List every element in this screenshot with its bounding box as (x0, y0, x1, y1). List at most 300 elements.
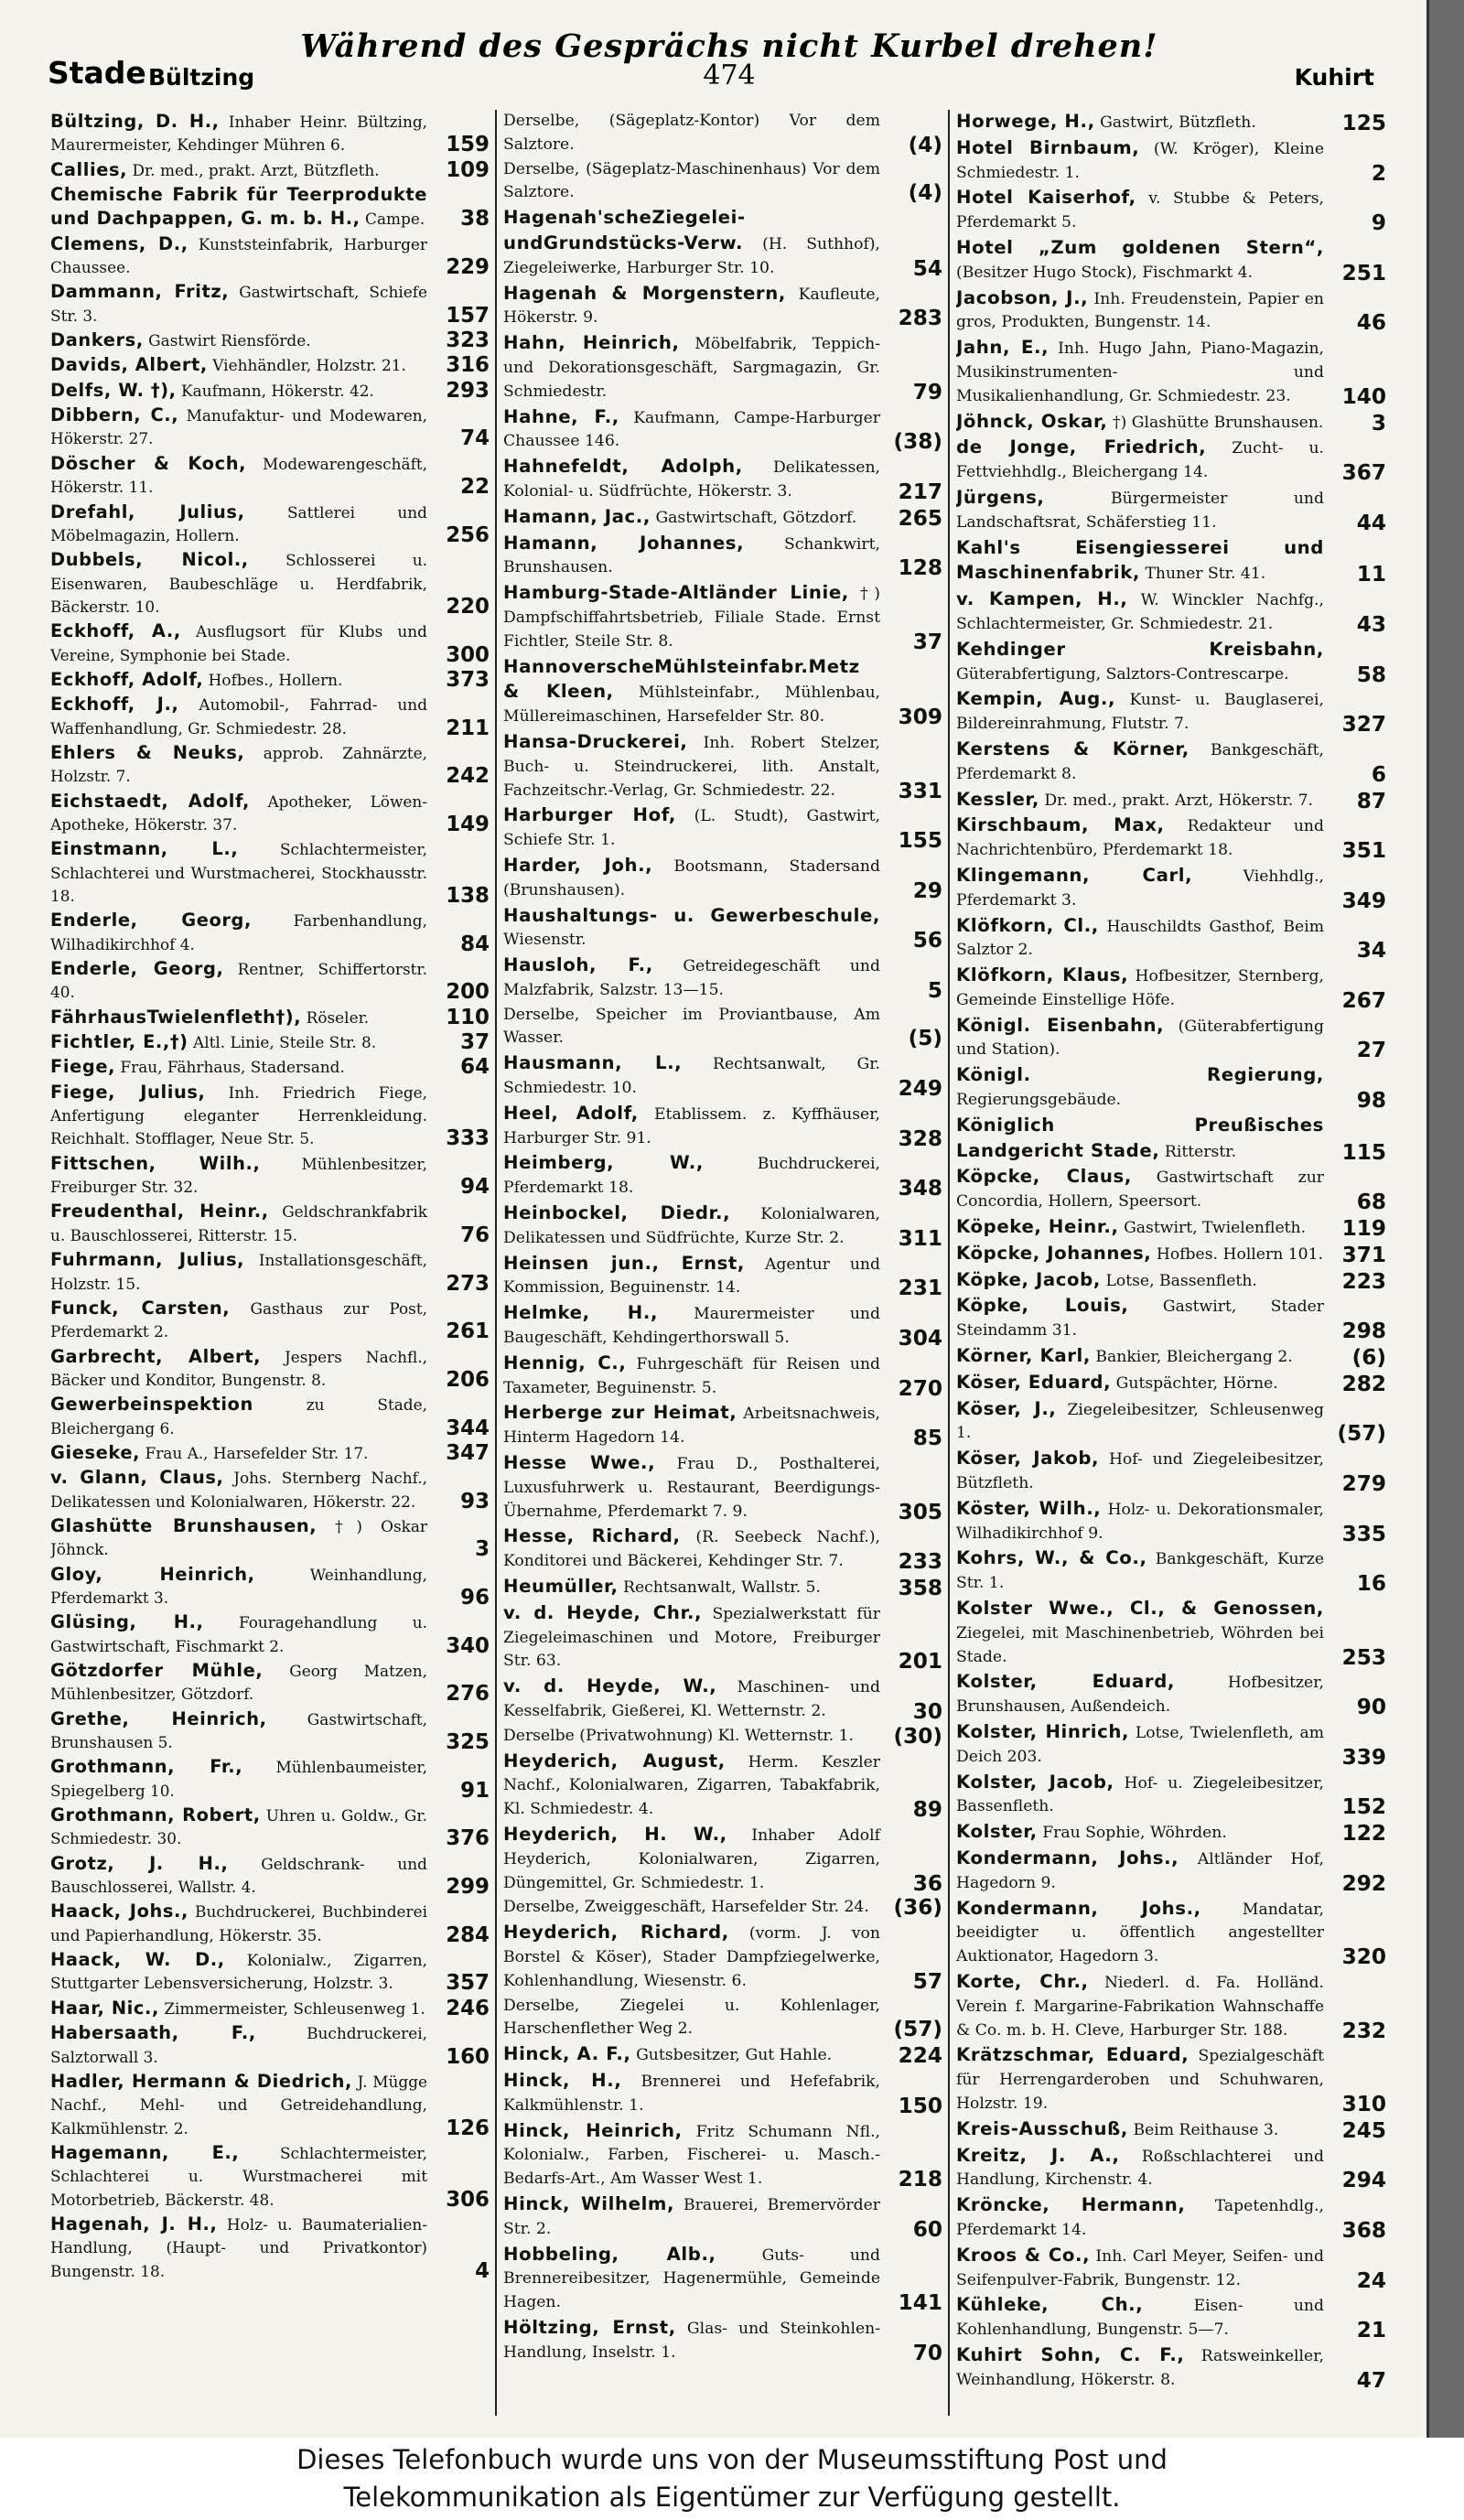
directory-entry (956, 286, 1386, 336)
phone-number: (57) (1337, 1421, 1386, 1447)
directory-entry (50, 1755, 490, 1803)
entry-name: Kolster Wwe., Cl., & Genossen, (956, 1598, 1324, 1620)
entry-details: Manufaktur- und Modewaren, Hökerstr. 27. (50, 406, 427, 448)
phone-number: 24 (1356, 2267, 1386, 2293)
entry-details: Kolonialwaren, Delikatessen und Südfrüchte, Kurze Str. 2. (503, 1205, 880, 1247)
phone-number: 261 (446, 1319, 490, 1344)
entry-name: Gieseke, (50, 1441, 141, 1463)
entry-details: Mandatar, beeidigter u. öffentlich angestellter Auktionator, Hagedorn 3. (956, 1900, 1324, 1966)
entry-details: Farbenhandlung, Wilhadikirchhof 4. (50, 911, 427, 953)
phone-number: 93 (460, 1489, 490, 1513)
entry-details: Gastwirt, Twielenfleth. (1124, 1219, 1307, 1238)
directory-entry (50, 790, 490, 837)
entry-name: Köpke, Jacob, (956, 1268, 1101, 1290)
entry-details: Apotheker, Löwen-Apotheke, Hökerstr. 37. (50, 792, 428, 834)
phone-number: 310 (1341, 2091, 1386, 2116)
phone-number: 140 (1341, 383, 1386, 409)
entry-details: Gastwirtschaft, Brunshausen 5. (50, 1709, 427, 1752)
entry-details: Kunststeinfabrik, Harburger Chaussee. (50, 234, 427, 277)
entry-name: Döscher & Koch, (50, 452, 247, 474)
entry-details: Güterabfertigung, Salztors-Contrescarpe. (956, 664, 1289, 684)
phone-number: 340 (446, 1633, 490, 1658)
phone-number: 311 (898, 1225, 942, 1251)
directory-entry (956, 1268, 1386, 1294)
entry-details: Rentner, Schiffertorstr. 40. (50, 960, 428, 1002)
entry-name: de Jonge, Friedrich, (956, 436, 1207, 458)
entry-details: Kaufmann, Hökerstr. 42. (181, 381, 374, 400)
directory-entry (503, 158, 942, 206)
directory-entry (50, 452, 490, 500)
entry-name: Fiege, Julius, (50, 1081, 206, 1103)
entry-name: Hansa-Druckerei, (503, 730, 688, 752)
directory-entry (50, 328, 490, 352)
entry-name: Kolster, Eduard, (956, 1671, 1175, 1693)
entry-details: (W. Kröger), Kleine Schmiedestr. 1. (956, 139, 1324, 182)
directory-entry (503, 581, 942, 653)
entry-name: Klöfkorn, Cl., (956, 914, 1099, 936)
directory-entry (50, 1248, 490, 1296)
entry-details: Automobil-, Fahrrad- und Waffenhandlung, Gr. Schmiedestr. 28. (50, 695, 428, 738)
phone-number: 115 (1341, 1139, 1386, 1165)
directory-entry (50, 280, 490, 328)
phone-number: 282 (1341, 1371, 1386, 1396)
entry-name: v. d. Heyde, W., (503, 1675, 717, 1697)
phone-number: 253 (1341, 1644, 1386, 1670)
phone-number: 94 (460, 1175, 490, 1200)
entry-details: Hofbes. Hollern 101. (1156, 1244, 1323, 1264)
footer-note (0, 2438, 1464, 2520)
directory-entry (50, 1441, 490, 1465)
directory-entry (503, 1201, 942, 1251)
directory-entry (503, 1750, 942, 1822)
phone-number: 54 (912, 255, 942, 281)
phone-number: 299 (446, 1875, 490, 1900)
entry-name: Korte, Chr., (956, 1970, 1089, 1992)
entry-details: Rechtsanwalt, Gr. Schmiedestr. 10. (503, 1055, 880, 1098)
entry-details: Getreidegeschäft und Malzfabrik, Salzstr. 13—15. (503, 957, 880, 999)
entry-details: v. Stubbe & Peters, Pferdemarkt 5. (956, 189, 1325, 232)
entry-details: Lotse, Twielenfleth, am Deich 203. (956, 1724, 1324, 1766)
entry-details: Schlachtermeister, Schlachterei und Wurstmacherei, Stockhausstr. 18. (50, 840, 428, 905)
directory-entry (956, 2117, 1386, 2143)
directory-entry (503, 1352, 942, 1401)
entry-name: Ehlers & Neuks, (50, 741, 245, 763)
directory-entry (503, 1921, 942, 1993)
directory-entry (50, 2021, 490, 2069)
directory-entry (503, 282, 942, 331)
entry-details: Viehhändler, Holzstr. 21. (212, 356, 406, 375)
directory-entry (503, 1524, 942, 1574)
directory-entry (956, 1847, 1386, 1896)
directory-entry (956, 336, 1386, 408)
phone-number: 60 (912, 2216, 942, 2242)
entry-name: Jürgens, (956, 486, 1045, 508)
entry-details: Ritterstr. (1164, 1142, 1237, 1161)
entry-details: Hofbes., Hollern. (208, 670, 343, 689)
phone-number: 233 (898, 1549, 942, 1575)
phone-number: 292 (1341, 1870, 1386, 1896)
phone-number: 351 (1341, 838, 1386, 864)
phone-number: 367 (1341, 460, 1386, 486)
directory-entry (503, 331, 942, 404)
phone-number: 70 (912, 2340, 942, 2365)
directory-entry (503, 532, 942, 581)
directory-entry (956, 536, 1386, 587)
phone-number: 128 (898, 555, 942, 581)
entry-name: Kühleke, Ch., (956, 2294, 1144, 2316)
entry-name: Fiege, (50, 1056, 116, 1078)
directory-entry (50, 353, 490, 377)
phone-number: 283 (898, 306, 942, 331)
phone-number: 279 (1341, 1471, 1386, 1497)
entry-details: Derselbe, (Sägeplatz-Maschinenhaus) Vor dem Salztore. (503, 159, 880, 202)
entry-name: Hotel Birnbaum, (956, 136, 1140, 158)
entry-details: Ziegeleibesitzer, Schleusenweg 1. (956, 1400, 1325, 1443)
phone-number: 89 (912, 1797, 942, 1823)
directory-entry (956, 1371, 1386, 1396)
entry-name: v. Glann, Claus, (50, 1467, 224, 1489)
directory-entry (956, 1771, 1386, 1820)
directory-entry (50, 1707, 490, 1755)
entry-details: Hofbesitzer, Brunshausen, Außendeich. (956, 1674, 1324, 1717)
entry-details: Hofbesitzer, Sternberg, Gemeinde Einstellige Höfe. (956, 967, 1324, 1009)
entry-details: Hof- und Ziegeleibesitzer, Bützfleth. (956, 1450, 1324, 1493)
phone-number: (36) (893, 1895, 942, 1921)
phone-number: 160 (446, 2044, 490, 2069)
entry-details: Eisen- und Kohlenhandlung, Bungenstr. 5—7. (956, 2297, 1324, 2340)
phone-number: 22 (460, 475, 490, 500)
phone-number: 90 (1356, 1695, 1386, 1720)
phone-number: 220 (446, 594, 490, 619)
phone-number: 327 (1341, 712, 1386, 738)
phone-number: 84 (460, 932, 490, 956)
entry-details: Mühlsteinfabr., Mühlenbau, Müllereimaschinen, Harsefelder Str. 80. (503, 684, 880, 727)
entry-details: †) Glashütte Brunshausen. (1112, 413, 1324, 432)
phone-number: 76 (460, 1222, 490, 1247)
entry-details: Möbelfabrik, Teppich- und Dekorationsgeschäft, Sargmagazin, Gr. Schmiedestr. (503, 335, 881, 401)
phone-number: 325 (446, 1730, 490, 1755)
entry-name: Callies, (50, 158, 128, 180)
phone-number: 91 (460, 1778, 490, 1803)
directory-entry (956, 1597, 1386, 1669)
entry-name: Fittschen, Wilh., (50, 1152, 261, 1174)
entry-name: Hobbeling, Alb., (503, 2243, 716, 2265)
directory-entry (50, 110, 490, 157)
entry-name: Enderle, Georg, (50, 958, 224, 980)
entry-details: Thuner Str. 41. (1145, 565, 1266, 584)
entry-details: Inh. Friedrich Fiege, Anfertigung eleganter Herrenkleidung. Reichhalt. Stofflager, Neue Str. 5. (50, 1082, 427, 1148)
entry-name: Köpeke, Heinr., (956, 1216, 1119, 1238)
entry-details: Geldschrankfabrik u. Bauschlosserei, Ritterstr. 15. (50, 1202, 427, 1244)
directory-entry (503, 206, 942, 280)
entry-name: Jacobson, J., (956, 286, 1089, 308)
phone-number: 126 (446, 2116, 490, 2140)
directory-entry (50, 548, 490, 619)
entry-details: Derselbe, Ziegelei u. Kohlenlager, Harschenflether Weg 2. (503, 1996, 880, 2039)
entry-name: Köpke, Louis, (956, 1295, 1129, 1317)
directory-entry (956, 1897, 1386, 1969)
directory-entry (503, 1401, 942, 1450)
directory-entry (50, 2213, 490, 2283)
directory-entry (50, 2141, 490, 2212)
phone-number: 376 (446, 1826, 490, 1851)
phone-number: 37 (912, 629, 942, 654)
entry-details: Ziegelei, mit Maschinenbetrieb, Wöhrden bei Stade. (956, 1623, 1324, 1666)
directory-entry (503, 803, 942, 853)
entry-name: Hadler, Hermann & Diedrich, (50, 2070, 352, 2092)
entry-details: Frau Sophie, Wöhrden. (1042, 1824, 1227, 1843)
phone-number: 368 (1341, 2217, 1386, 2243)
entry-details: Hauschildts Gasthof, Beim Salztor 2. (956, 917, 1324, 960)
entry-name: Hahn, Heinrich, (503, 332, 680, 354)
header-city: Stade (48, 55, 146, 91)
entry-name: Hinck, H., (503, 2069, 622, 2091)
entry-details: Altl. Linie, Steile Str. 8. (193, 1033, 377, 1052)
entry-details: Maurermeister und Baugeschäft, Kehdingerthorswall 5. (503, 1305, 880, 1348)
entry-details: (Güterabfertigung und Station). (956, 1017, 1324, 1060)
phone-number: 109 (446, 157, 490, 182)
entry-name: Königl. Regierung, (956, 1064, 1324, 1086)
phone-number: 152 (1341, 1794, 1386, 1820)
phone-number: 87 (1356, 788, 1386, 813)
directory-entry (50, 1030, 490, 1054)
entry-name: Heyderich, H. W., (503, 1823, 727, 1845)
phone-number: 331 (898, 778, 942, 803)
directory-entry (503, 1051, 942, 1101)
phone-number: 47 (1356, 2367, 1386, 2393)
phone-number: (4) (908, 132, 942, 157)
phone-number: 58 (1356, 662, 1386, 687)
phone-number: 206 (446, 1367, 490, 1392)
page-number: 474 (703, 59, 756, 92)
footer-line: Dieses Telefonbuch wurde uns von der Museumsstiftung Post und (296, 2444, 1168, 2475)
directory-entry (50, 404, 490, 451)
phone-number: 273 (446, 1271, 490, 1296)
entry-name: Kreis-Ausschuß, (956, 2117, 1128, 2139)
directory-entry (50, 501, 490, 548)
directory-entry (956, 587, 1386, 637)
entry-name: Dubbels, Nicol., (50, 549, 249, 571)
entry-name: Davids, Albert, (50, 354, 208, 376)
directory-entry (503, 1896, 942, 1920)
entry-name: Hennig, C., (503, 1352, 627, 1373)
entry-name: Eichstaedt, Adolf, (50, 790, 250, 812)
entry-details: Beim Reithause 3. (1133, 2120, 1279, 2139)
phone-number: 293 (446, 378, 490, 403)
phone-number: 267 (1341, 987, 1386, 1013)
directory-entry (50, 1514, 490, 1562)
phone-number: 306 (446, 2187, 490, 2212)
entry-name: Höltzing, Ernst, (503, 2316, 676, 2338)
directory-entry (50, 1055, 490, 1079)
phone-number: 21 (1356, 2318, 1386, 2343)
entry-name: Dammann, Fritz, (50, 281, 230, 303)
directory-entry (956, 1114, 1386, 1165)
entry-name: Hotel Kaiserhof, (956, 187, 1136, 209)
entry-name: Heyderich, Richard, (503, 1922, 729, 1944)
entry-details: (R. Seebeck Nachf.), Konditorei und Bäckerei, Kehdinger Str. 7. (503, 1528, 880, 1571)
entry-details: †) Dampfschiffahrtsbetrieb, Filiale Stade. Ernst Fichtler, Steile Str. 8. (503, 585, 880, 651)
entry-name: Dankers, (50, 329, 144, 351)
directory-entry (50, 1610, 490, 1658)
entry-name: Hesse Wwe., (503, 1452, 656, 1474)
entry-details: Guts- und Brennereibesitzer, Hagenermühle, Gemeinde Hagen. (503, 2245, 880, 2312)
directory-entry (503, 1102, 942, 1151)
entry-name: v. Kampen, H., (956, 588, 1128, 610)
directory-entry (503, 2042, 942, 2068)
entry-details: Gastwirt, Stader Steindamm 31. (956, 1298, 1325, 1341)
directory-entry (503, 2192, 942, 2242)
entry-name: Hamann, Jac., (503, 505, 651, 527)
entry-details: Schlachtermeister, Schlachterei u. Wurstmacherei mit Motorbetrieb, Bäckerstr. 48. (50, 2143, 428, 2209)
entry-details: Hof- u. Ziegeleibesitzer, Bassenfleth. (956, 1773, 1324, 1816)
entry-name: Horwege, H., (956, 111, 1095, 132)
entry-name: Götzdorfer Mühle, (50, 1660, 264, 1681)
directory-entry (50, 1200, 490, 1247)
directory-entry (956, 788, 1386, 813)
entry-details: Sattlerei und Möbelmagazin, Hollern. (50, 502, 427, 544)
phone-number: (57) (893, 2017, 942, 2042)
entry-details: approb. Zahnärzte, Holzstr. 7. (50, 743, 427, 786)
entry-name: Fuhrmann, Julius, (50, 1249, 245, 1271)
entry-details: Frau D., Posthalterei, Luxusfuhrwerk u. Restaurant, Beerdigungs-Übernahme, Pferdemarkt 7. 9. (503, 1455, 880, 1521)
phone-number: 231 (898, 1276, 942, 1301)
entry-details: Georg Matzen, Mühlenbesitzer, Götzdorf. (50, 1662, 427, 1704)
entry-name: Heel, Adolf, (503, 1102, 639, 1124)
entry-details: Johs. Sternberg Nachf., Delikatessen und Kolonialwaren, Hökerstr. 22. (50, 1469, 428, 1511)
entry-name: Dibbern, C., (50, 404, 179, 426)
directory-entry (956, 2193, 1386, 2243)
directory-entry (50, 1393, 490, 1440)
entry-details: Holz- u. Dekorationsmaler, Wilhadikirchhof 9. (956, 1500, 1324, 1543)
directory-entry (956, 813, 1386, 863)
directory-entry (956, 1447, 1386, 1496)
entry-details: Bankier, Bleichergang 2. (1095, 1348, 1293, 1367)
entry-name: Kessler, (956, 788, 1039, 810)
directory-entry (50, 1345, 490, 1393)
entry-name: Jahn, E., (956, 337, 1050, 359)
phone-number: 155 (898, 828, 942, 854)
directory-entry (956, 1397, 1386, 1447)
phone-number: 218 (898, 2167, 942, 2192)
entry-details: Dr. med., prakt. Arzt, Bützfleth. (132, 160, 380, 179)
phone-number: (30) (893, 1723, 942, 1749)
entry-name: Kondermann, Johs., (956, 1897, 1201, 1919)
entry-details: Rechtsanwalt, Wallstr. 5. (623, 1578, 821, 1598)
phone-number: 309 (898, 705, 942, 730)
directory-entry (503, 904, 942, 953)
directory-entry (956, 2043, 1386, 2116)
directory-entry (503, 1601, 942, 1674)
entry-name: Kröncke, Hermann, (956, 2194, 1186, 2216)
entry-name: Kehdinger Kreisbahn, (956, 638, 1324, 660)
entry-details: Röseler. (306, 1007, 370, 1027)
directory-entry (503, 2069, 942, 2118)
directory-entry (956, 2144, 1386, 2193)
entry-details: Altländer Hof, Hagedorn 9. (956, 1849, 1324, 1892)
directory-column-1 (50, 110, 490, 2397)
phone-number: 201 (898, 1649, 942, 1675)
entry-name: Klingemann, Carl, (956, 864, 1193, 886)
entry-details: Inh. Carl Meyer, Seifen- und Seifenpulver-Fabrik, Bungenstr. 12. (956, 2246, 1324, 2289)
entry-name: Hesse, Richard, (503, 1525, 681, 1547)
entry-name: Heumüller, (503, 1576, 619, 1598)
directory-entry (956, 638, 1386, 687)
entry-name: Hagenah & Morgenstern, (503, 282, 786, 304)
phone-number: 30 (912, 1699, 942, 1724)
entry-details: Fuhrgeschäft für Reisen und Taxameter, Beguinenstr. 5. (503, 1354, 881, 1397)
phone-number: 74 (460, 426, 490, 451)
directory-entry (50, 1563, 490, 1610)
entry-details: Bootsmann, Stadersand (Brunshausen). (503, 856, 881, 899)
entry-details: Kunst- u. Bauglaserei, Bildereinrahmung, Flutstr. 7. (956, 691, 1324, 734)
entry-name: Eckhoff, J., (50, 694, 179, 716)
entry-name: Köpcke, Claus, (956, 1166, 1132, 1188)
phone-number: 46 (1356, 310, 1386, 336)
header-first-entry: Bültzing (148, 64, 255, 91)
phone-number: 68 (1356, 1190, 1386, 1215)
directory-entry (956, 236, 1386, 285)
entry-details: Fritz Schumann Nfl., Kolonialw., Farben, Fischerei- u. Masch.-Bedarfs-Art., Am Wasser West 1. (503, 2122, 880, 2189)
entry-name: Grotz, J. H., (50, 1852, 229, 1874)
entry-name: Hausloh, F., (503, 954, 653, 976)
entry-details: Viehhdlg., Pferdemarkt 3. (956, 867, 1325, 910)
directory-entry (503, 2243, 942, 2315)
directory-entry (503, 505, 942, 531)
directory-entry (956, 1063, 1386, 1113)
entry-details: Spezialgeschäft für Herrengarderoben und Schuhwaren, Holzstr. 19. (956, 2047, 1324, 2113)
phone-number: 36 (912, 1870, 942, 1896)
entry-name: Delfs, W. †), (50, 379, 177, 401)
directory-entry (503, 405, 942, 455)
entry-name: Königl. Eisenbahn, (956, 1014, 1165, 1036)
phone-number: 149 (446, 812, 490, 836)
phone-number: (6) (1351, 1345, 1386, 1371)
directory-entry (503, 1151, 942, 1201)
directory-entry (503, 1004, 942, 1051)
directory-entry (50, 619, 490, 667)
phone-number: 333 (446, 1126, 490, 1151)
entry-name: Kolster, (956, 1821, 1038, 1843)
entry-name: Kuhirt Sohn, C. F., (956, 2343, 1185, 2365)
directory-entry (503, 1823, 942, 1895)
entry-name: Clemens, D., (50, 232, 188, 254)
entry-details: Brauerei, Bremervörder Str. 2. (503, 2195, 880, 2238)
directory-entry (956, 1970, 1386, 2042)
phone-number: 37 (460, 1030, 490, 1055)
directory-entry (503, 730, 942, 802)
directory-entry (50, 1852, 490, 1900)
entry-details: †) Oskar Jöhnck. (50, 1516, 427, 1559)
entry-details: Roßschlachterei und Handlung, Kirchenstr. 4. (956, 2147, 1325, 2190)
directory-entry (956, 738, 1386, 787)
entry-name: Kahl's Eisengiesserei und Maschinenfabrik, (956, 536, 1324, 584)
phone-number: 358 (898, 1576, 942, 1601)
directory-entry (503, 2316, 942, 2365)
phone-number: 348 (898, 1176, 942, 1201)
phone-number: 56 (912, 928, 942, 953)
entry-details: Zimmermeister, Schleusenweg 1. (164, 1998, 425, 2018)
entry-details: Gutsbesitzer, Gut Hahle. (636, 2046, 833, 2065)
entry-name: Krätzschmar, Eduard, (956, 2044, 1190, 2066)
directory-entry (50, 1997, 490, 2020)
phone-number: 373 (446, 667, 490, 692)
directory-entry (50, 1900, 490, 1947)
entry-name: Helmke, H., (503, 1302, 659, 1324)
phone-number: 150 (898, 2093, 942, 2118)
directory-entry (956, 1820, 1386, 1846)
entry-details: (L. Studt), Gastwirt, Schiefe Str. 1. (503, 807, 880, 850)
